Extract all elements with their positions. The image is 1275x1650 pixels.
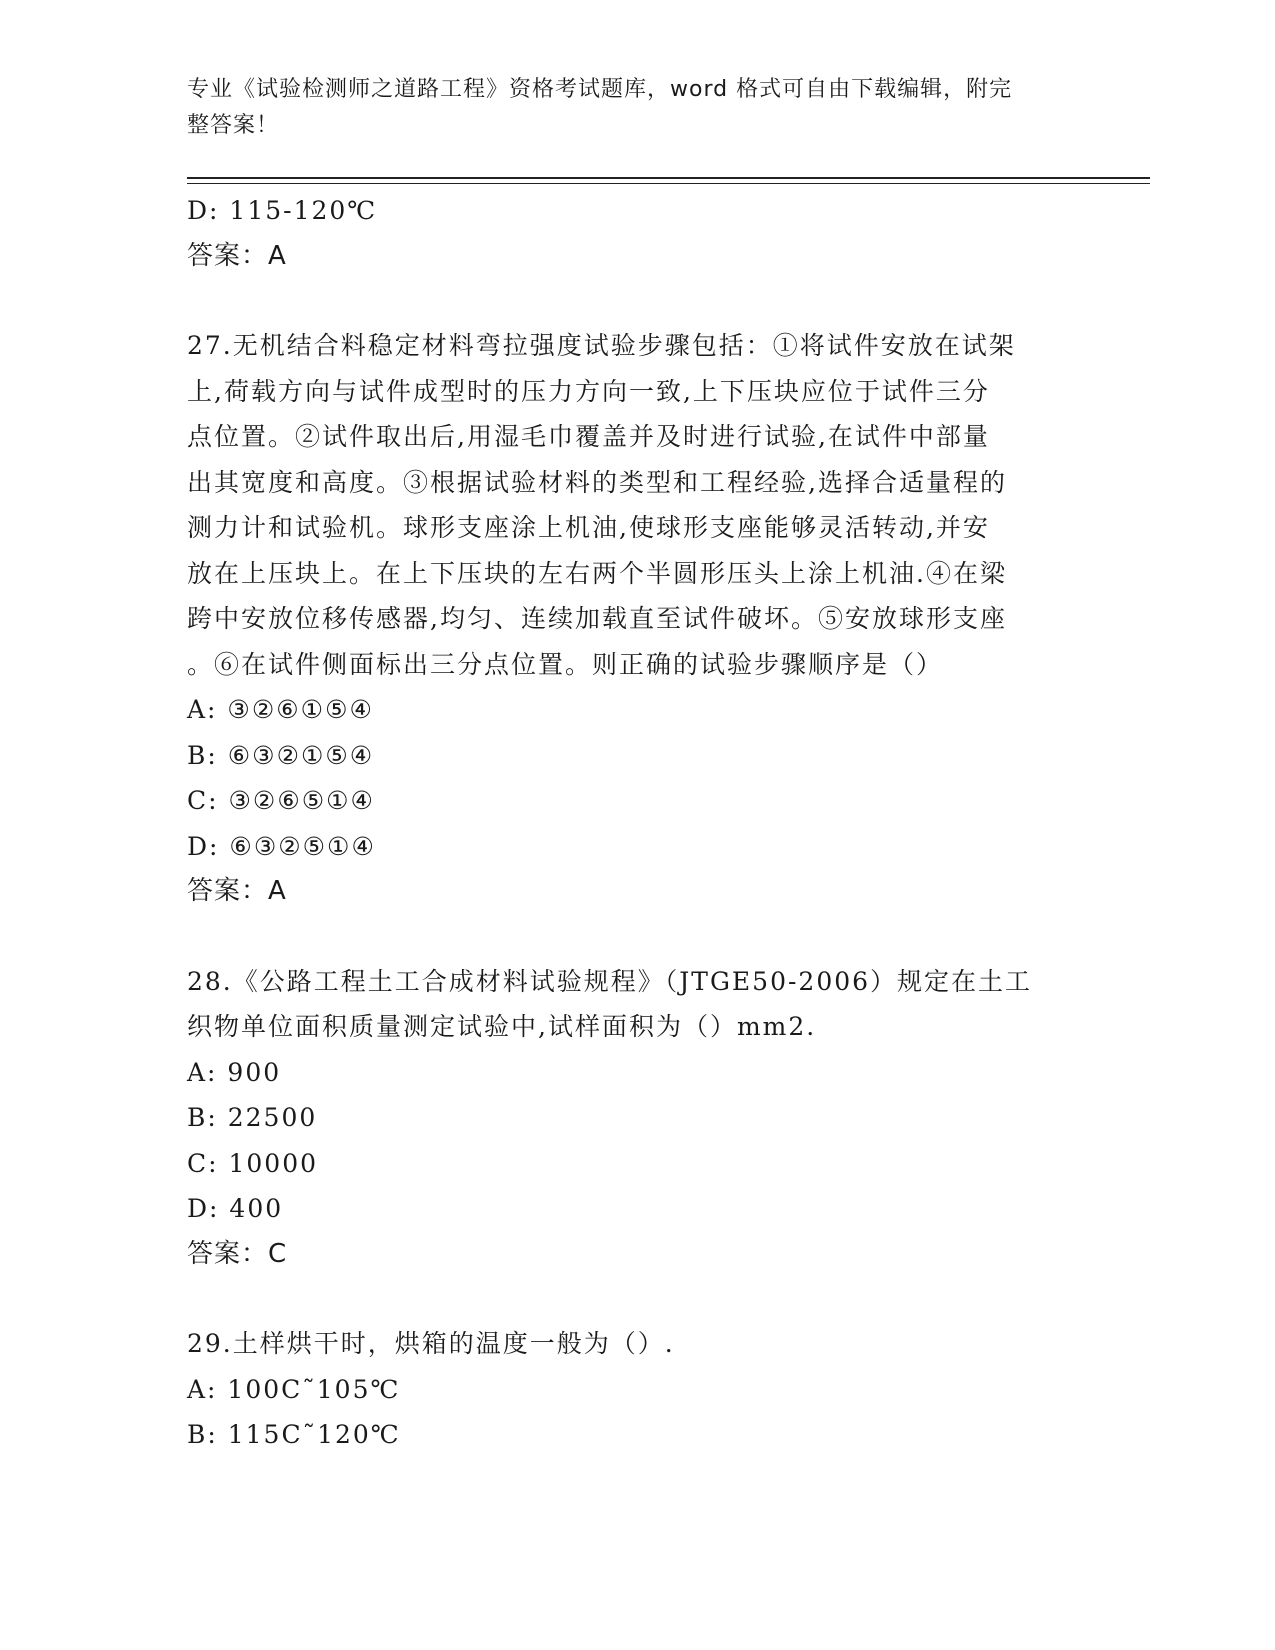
question-content bbox=[187, 188, 1077, 1458]
question-text-line: 测力计和试验机。球形支座涂上机油,使球形支座能够灵活转动,并安 bbox=[187, 513, 990, 542]
option-c: C: 10000 bbox=[187, 1148, 319, 1178]
document-header bbox=[187, 72, 1067, 144]
question-29 bbox=[187, 1321, 1077, 1458]
previous-question-tail bbox=[187, 188, 1077, 279]
question-text-line: 跨中安放位移传感器,均匀、连续加载直至试件破坏。⑤安放球形支座 bbox=[187, 604, 1007, 633]
spacer bbox=[187, 1277, 1077, 1321]
question-27 bbox=[187, 323, 1077, 915]
option-c: C: ③②⑥⑤①④ bbox=[187, 786, 375, 815]
question-text-line: 点位置。②试件取出后,用湿毛巾覆盖并及时进行试验,在试件中部量 bbox=[187, 422, 990, 451]
question-text-line: 放在上压块上。在上下压块的左右两个半圆形压头上涂上机油.④在梁 bbox=[187, 558, 1007, 588]
option-d: D: ⑥③②⑤①④ bbox=[187, 831, 376, 861]
answer: 答案：C bbox=[187, 1238, 288, 1269]
option-d: D: 115-120℃ bbox=[187, 196, 378, 225]
header-line-2: 整答案！ bbox=[187, 113, 280, 138]
option-d: D: 400 bbox=[187, 1194, 284, 1223]
header-line-1: 专业《试验检测师之道路工程》资格考试题库，word 格式可自由下载编辑，附完 bbox=[187, 77, 1013, 102]
spacer bbox=[187, 279, 1077, 323]
question-text-line: 29.土样烘干时，烘箱的温度一般为（）. bbox=[187, 1329, 675, 1358]
option-b: B: ⑥③②①⑤④ bbox=[187, 740, 375, 770]
spacer bbox=[187, 915, 1077, 959]
answer: 答案：A bbox=[187, 240, 287, 271]
question-text-line: 27.无机结合料稳定材料弯拉强度试验步骤包括：①将试件安放在试架 bbox=[187, 331, 1016, 360]
question-28 bbox=[187, 959, 1077, 1278]
header-divider-thin bbox=[187, 183, 1150, 184]
question-text-line: 织物单位面积质量测定试验中,试样面积为（）mm2. bbox=[187, 1012, 817, 1041]
question-text-line: 28.《公路工程土工合成材料试验规程》（JTGE50-2006）规定在土工 bbox=[187, 966, 1033, 996]
question-text-line: 上,荷载方向与试件成型时的压力方向一致,上下压块应位于试件三分 bbox=[187, 376, 990, 406]
answer: 答案：A bbox=[187, 876, 287, 906]
option-a: A: ③②⑥①⑤④ bbox=[187, 695, 374, 724]
option-b: B: 22500 bbox=[187, 1103, 318, 1132]
option-a: A: 100C˜105℃ bbox=[187, 1374, 401, 1404]
question-text-line: 出其宽度和高度。③根据试验材料的类型和工程经验,选择合适量程的 bbox=[187, 467, 1007, 497]
header-divider-thick bbox=[187, 177, 1150, 179]
option-a: A: 900 bbox=[187, 1057, 282, 1087]
question-text-line: 。⑥在试件侧面标出三分点位置。则正确的试验步骤顺序是（） bbox=[187, 649, 944, 679]
option-b: B: 115C˜120℃ bbox=[187, 1420, 401, 1449]
